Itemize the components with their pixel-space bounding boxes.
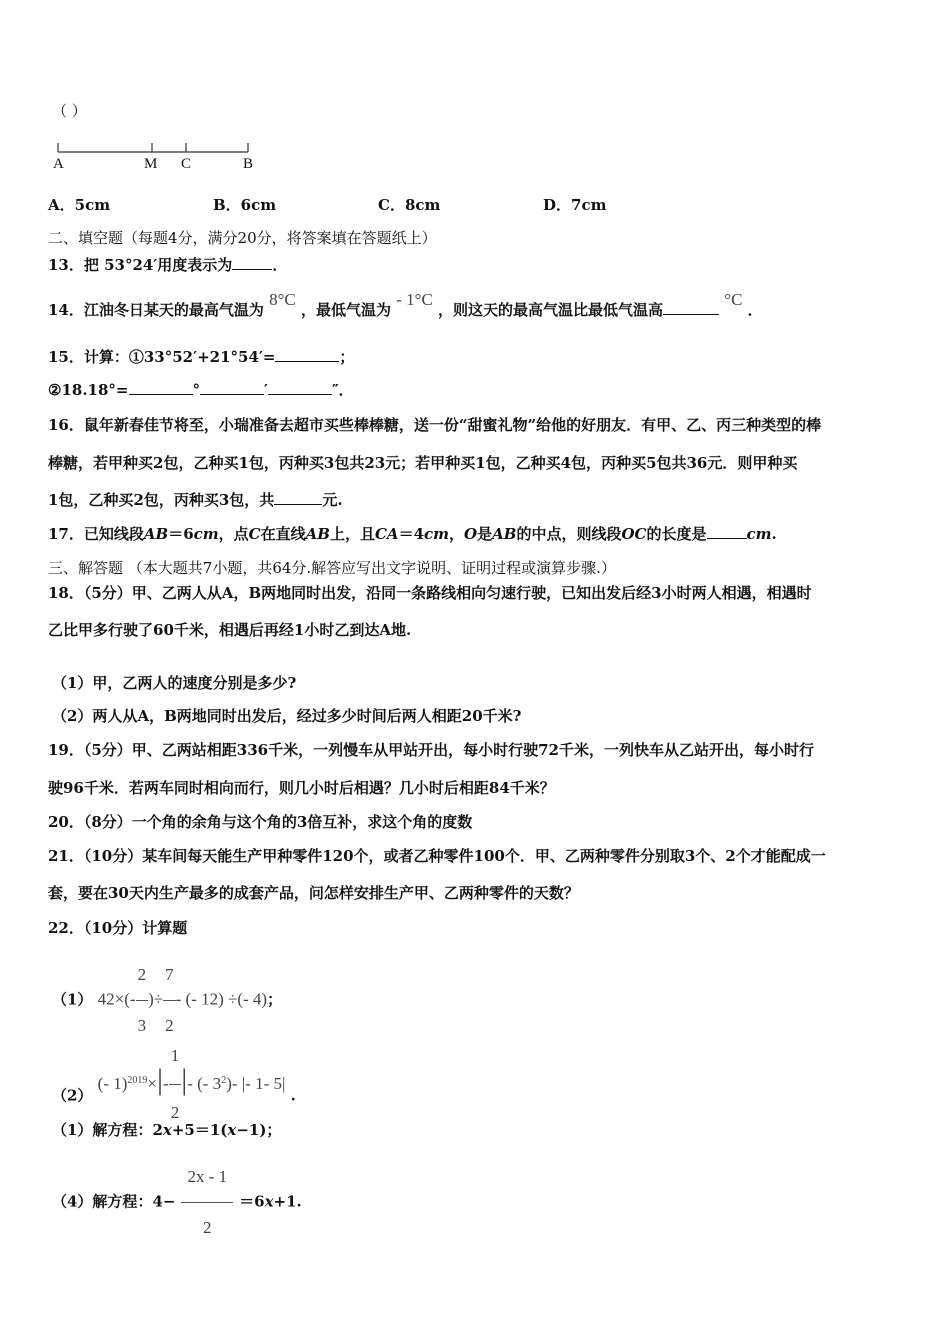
option-d: D．7cm [543, 196, 607, 214]
q22-part2-frac-den: 2 [169, 1084, 182, 1141]
q15-blank-deg [129, 380, 193, 395]
q22-part2-f: )- |- 1- 5| [226, 1073, 286, 1093]
q22-part3-x2: x [227, 1121, 237, 1139]
question-16-line1: 16．鼠年新春佳节将至，小瑞准备去超市买些棒棒糖，送一份“甜蜜礼物”给他的好朋友．有甲、乙、丙三种类型的棒 [48, 416, 822, 434]
q17-t7: ， [449, 525, 465, 543]
q22-part1-frac1-den: 3 [136, 1000, 149, 1051]
q15-text-c: ②18.18°= [48, 381, 129, 399]
q15-blank-1 [275, 347, 339, 362]
question-21-line2: 套，要在30天内生产最多的成套产品，问怎样安排生产甲、乙两种零件的天数？ [48, 884, 579, 902]
q15-deg: ° [192, 381, 200, 399]
question-16-line2: 棒糖，若甲种买2包，乙种买1包，丙种买3包共23元；若甲种买1包，乙种买4包，丙种买5包共36元．则甲种买 [48, 454, 798, 472]
section-heading-fill: 二、填空题（每题4分，满分20分，将答案填在答题纸上） [48, 229, 437, 247]
q22-part2-label: （2） [52, 1086, 93, 1105]
q15-sec: ″． [331, 381, 354, 399]
question-22-title: 22．（10分）计算题 [48, 919, 188, 937]
q22-part4-frac-num: 2x - 1 [187, 1167, 228, 1186]
q17-point-o: O [464, 525, 478, 543]
question-18-line1: 18．（5分）甲、乙两人从A，B两地同时出发，沿同一条路线相向匀速行驶，已知出发后经3小时两人相遇，相遇时 [48, 584, 812, 602]
q22-part1-frac2-num: 7 [165, 965, 174, 984]
q16-text: 1包，乙种买2包，丙种买3包，共 [48, 491, 275, 509]
q17-t4: 在直线 [260, 525, 306, 543]
q17-t3: ，点 [218, 525, 249, 543]
q22-part2-end: . [290, 1086, 296, 1105]
q22-part2-exp2: 2 [221, 1074, 227, 1086]
q17-t5: 上，且 [329, 525, 375, 543]
q15-blank-sec [268, 380, 332, 395]
q13-text: 13．把 53°24′用度表示为 [48, 256, 233, 274]
option-b: B．6cm [213, 196, 277, 214]
answer-paren: （ ） [52, 102, 87, 120]
q22-part1-frac1 [136, 950, 149, 1051]
question-21-line1: 21．（10分）某车间每天能生产甲种零件120个，或者乙种零件100个．甲、乙两种零件分别取3个、2个才能配成一 [48, 847, 826, 865]
question-15-line2 [48, 380, 354, 400]
q22-part2 [52, 1040, 296, 1122]
q22-part2-abs-right: | [181, 1062, 188, 1096]
q22-part4-frac [181, 1152, 233, 1253]
q22-part1-end: ； [267, 990, 283, 1009]
q17-oc: OC [621, 525, 647, 543]
q22-part1-frac2-den: 2 [163, 1000, 176, 1051]
question-15-line1 [48, 347, 354, 367]
q14-text-c: ，则这天的最高气温比最低气温高 [438, 301, 664, 319]
question-16-line3 [48, 490, 343, 510]
option-a: A．5cm [48, 196, 111, 214]
q14-low-temp: - 1°C [396, 290, 433, 309]
q14-high-temp: 8°C [269, 290, 296, 309]
question-20: 20．（8分）一个角的余角与这个角的3倍互补，求这个角的度数 [48, 813, 473, 831]
q14-blank [663, 300, 719, 315]
q22-part4 [52, 1152, 302, 1237]
point-label-c: C [181, 156, 192, 172]
q15-blank-min [200, 380, 264, 395]
question-18-sub2: （2）两人从A，B两地同时出发后，经过多少时间后两人相距20千米? [52, 707, 522, 725]
q22-part2-exp: 2019 [127, 1074, 148, 1086]
question-14 [48, 290, 763, 320]
q15-min: ′ [264, 381, 268, 399]
q17-t8: 是 [477, 525, 493, 543]
q22-part1 [52, 950, 283, 1035]
question-13 [48, 255, 287, 275]
q22-part4-x: x [264, 1192, 274, 1211]
q17-point-c: C [248, 525, 261, 543]
q15-text-a: 15．计算：①33°52′+21°54′= [48, 348, 276, 366]
q17-unit-1: cm [193, 525, 219, 543]
q15-text-b: ； [339, 348, 355, 366]
q22-part3-x1: x [162, 1121, 172, 1139]
q22-part4-frac-den: 2 [181, 1202, 233, 1253]
q14-text-b: ，最低气温为 [301, 301, 392, 319]
point-label-a: A [53, 156, 64, 172]
q22-part2-minus: - [163, 1073, 169, 1093]
q17-end: . [771, 525, 777, 543]
question-18-line2: 乙比甲多行驶了60千米，相遇后再经1小时乙到达A地. [48, 621, 412, 639]
q22-part2-a: (- 1) [97, 1073, 128, 1093]
q22-part3 [52, 1120, 281, 1140]
q14-end: ． [747, 301, 763, 319]
q22-part1-frac1-num: 2 [137, 965, 147, 984]
q22-part3-a: （1）解方程：2 [52, 1121, 163, 1139]
q22-part3-b: +5＝1( [171, 1121, 228, 1139]
q17-unit-2: cm [424, 525, 450, 543]
q14-text-a: 14．江油冬日某天的最高气温为 [48, 301, 264, 319]
q17-t2: ＝6 [168, 525, 194, 543]
q17-blank [707, 524, 747, 539]
q17-t6: ＝4 [398, 525, 424, 543]
q17-t9: 的中点，则线段 [516, 525, 622, 543]
q22-part1-c: - (- 12) ÷(- 4) [175, 989, 268, 1009]
section-heading-solve: 三、解答题 （本大题共7小题，共64分.解答应写出文字说明、证明过程或演算步骤.） [48, 559, 616, 577]
q17-ab-2: AB [305, 525, 330, 543]
point-label-m: M [144, 156, 158, 172]
q22-part2-times: × [147, 1073, 157, 1093]
q16-blank [274, 490, 322, 505]
q22-part4-b: ＝6 [239, 1192, 265, 1211]
question-19-line1: 19．（5分）甲、乙两站相距336千米，一列慢车从甲站开出，每小时行驶72千米，一列快车从乙站开出，每小时行 [48, 741, 815, 759]
q22-part1-a: 42×(- [97, 989, 136, 1009]
q13-blank [232, 255, 272, 270]
q22-part1-label: （1） [52, 990, 93, 1009]
q17-t1: 17．已知线段 [48, 525, 144, 543]
question-18-sub1: （1）甲，乙两人的速度分别是多少? [52, 674, 297, 692]
q22-part2-e: - (- 3 [187, 1073, 222, 1093]
q17-ab: AB [143, 525, 169, 543]
q17-ca: CA [374, 525, 399, 543]
q17-unit-3: cm [746, 525, 772, 543]
question-17 [48, 524, 777, 544]
q22-part2-frac-num: 1 [170, 1046, 180, 1065]
q22-part3-c: −1)； [236, 1121, 282, 1139]
q22-part2-abs-left: | [157, 1062, 164, 1096]
option-c: C．8cm [378, 196, 441, 214]
q22-part4-a: （4）解方程：4− [52, 1192, 176, 1211]
question-19-line2: 驶96千米．若两车同时相向而行，则几小时后相遇？几小时后相距84千米？ [48, 779, 555, 797]
q17-t10: 的长度是 [646, 525, 707, 543]
q17-ab-3: AB [492, 525, 517, 543]
q14-unit: °C [724, 290, 743, 309]
point-label-b: B [243, 156, 254, 172]
q16-end: 元. [322, 491, 343, 509]
q13-end: ． [272, 256, 288, 274]
q22-part4-c: +1. [273, 1192, 302, 1211]
q22-part1-b: )÷ [148, 989, 164, 1009]
